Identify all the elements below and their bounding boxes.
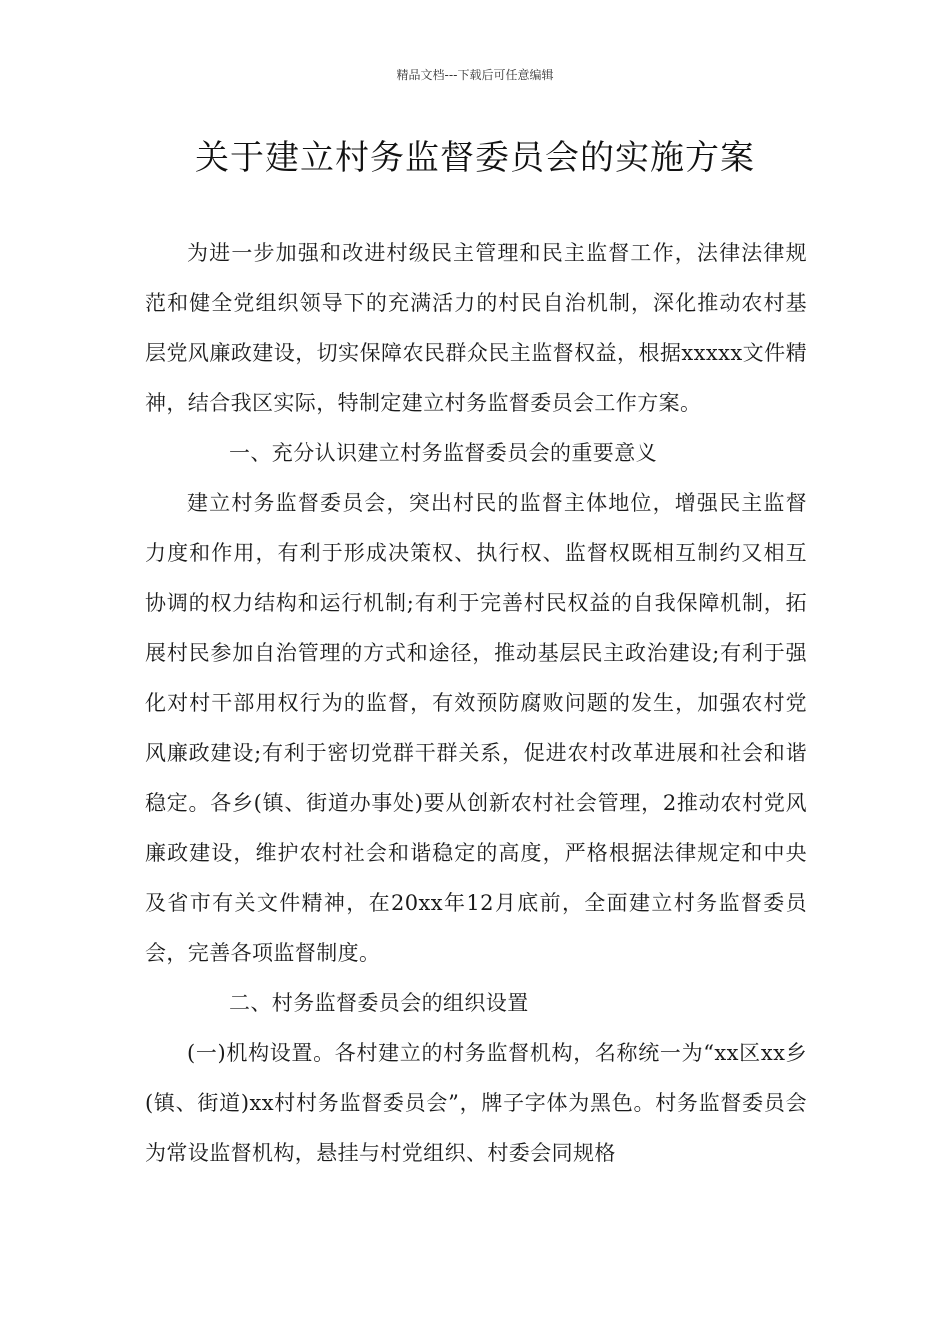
document-body [145,228,807,1178]
intro-paragraph: 为进一步加强和改进村级民主管理和民主监督工作，法律法律规范和健全党组织领导下的充满活力的村民自治机制，深化推动农村基层党风廉政建设，切实保障农民群众民主监督权益，根据xxxxx文件精神，结合我区实际，特制定建立村务监督委员会工作方案。 [145,241,807,415]
section-1-heading: 一、充分认识建立村务监督委员会的重要意义 [229,441,657,465]
section-1-paragraph: 建立村务监督委员会，突出村民的监督主体地位，增强民主监督力度和作用，有利于形成决策权、执行权、监督权既相互制约又相互协调的权力结构和运行机制;有利于完善村民权益的自我保障机制，拓展村民参加自治管理的方式和途径，推动基层民主政治建设;有利于强化对村干部用权行为的监督，有效预防腐败问题的发生，加强农村党风廉政建设;有利于密切党群干群关系，促进农村改革进展和社会和谐稳定。各乡(镇、街道办事处)要从创新农村社会管理，2推动农村党风廉政建设，维护农村社会和谐稳定的高度，严格根据法律规定和中央及省市有关文件精神，在20xx年12月底前，全面建立村务监督委员会，完善各项监督制度。 [145,491,807,965]
section-2-paragraph: (一)机构设置。各村建立的村务监督机构，名称统一为“xx区xx乡(镇、街道)xx村村务监督委员会”，牌子字体为黑色。村务监督委员会为常设监督机构，悬挂与村党组织、村委会同规格 [145,1041,807,1165]
section-2-heading: 二、村务监督委员会的组织设置 [229,991,529,1015]
document-title: 关于建立村务监督委员会的实施方案 [195,138,755,178]
header-note: 精品文档---下载后可任意编辑 [396,68,554,82]
